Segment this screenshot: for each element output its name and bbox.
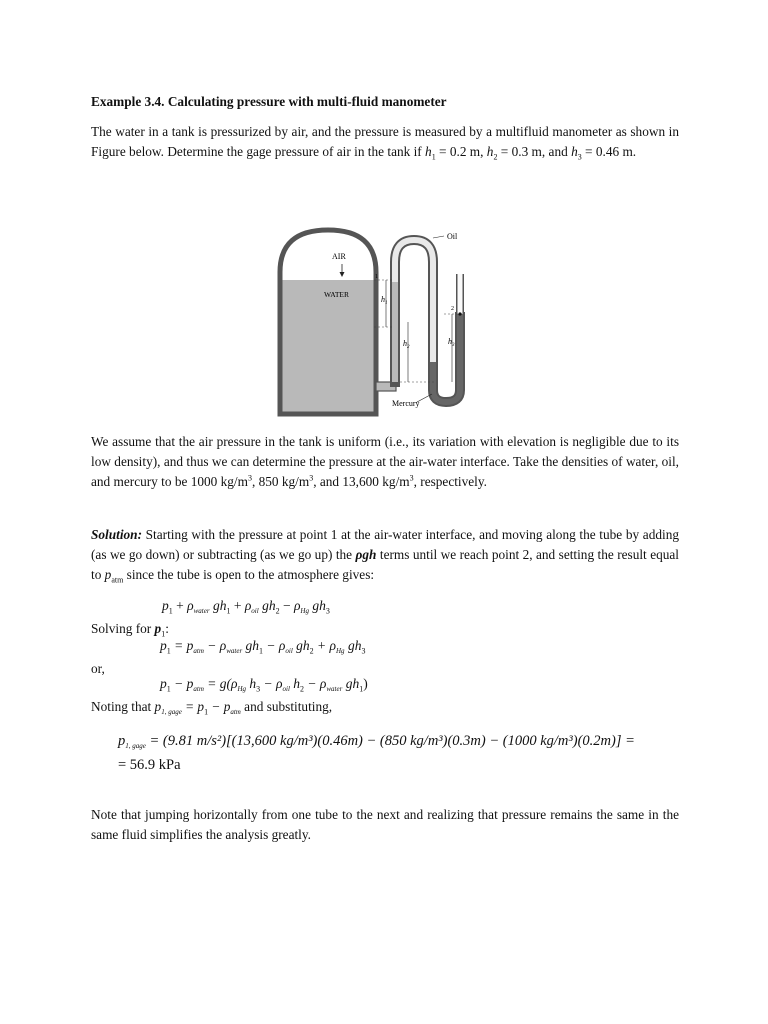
solution-paragraph	[91, 525, 679, 585]
noting-line: Noting that $p_{1, gage} = p_1 - p_{atm}$ and substituting,	[91, 699, 333, 717]
point-2-label: 2	[451, 306, 454, 312]
h2-subscript: 2	[493, 152, 498, 162]
sup-1: 3	[247, 473, 252, 483]
intro-text-2: = 0.2 m,	[435, 144, 487, 159]
manometer-figure	[274, 222, 496, 422]
equation-3: $p_1 - p_{atm} = g(\rho_{Hg}$ $h_3 - \rho_{oil}$ $h_2 - \rho_{water}$ $gh_1$)	[160, 676, 368, 694]
patm-sub: atm	[111, 575, 124, 585]
sup-3: 3	[409, 473, 414, 483]
solution-text-1: Starting with the pressure at point 1 at the air-water interface, and moving along the tube by adding (as we go down) or subtracting (as we go up) the	[91, 527, 679, 562]
h2-symbol: h	[486, 144, 494, 159]
h1-subscript: 1	[431, 152, 436, 162]
point-2-marker	[458, 312, 461, 315]
intro-text-4: = 0.46 m.	[581, 144, 637, 159]
note-paragraph: Note that jumping horizontally from one tube to the next and realizing that pressure remains the same in the same fluid simplifies the analysis greatly.	[91, 807, 679, 842]
oil-tube-inner	[395, 240, 433, 382]
equation-2: $p_1 = p_{atm} - \rho_{water}$ $gh_1 - \rho_{oil}$ $gh_2 + \rho_{Hg}$ $gh_3$	[160, 638, 366, 656]
problem-statement	[91, 122, 679, 162]
tank-water	[280, 280, 376, 414]
assumption-paragraph	[91, 432, 679, 492]
point-1-label: 1	[375, 274, 378, 280]
h1-symbol: h	[425, 144, 432, 159]
oil-tube	[395, 240, 433, 387]
sup-2: 3	[309, 473, 314, 483]
air-label: AIR	[332, 252, 346, 261]
rho-g-h-term: ρgh	[355, 547, 377, 562]
equation-1: $p_1 + \rho_{water}$ $gh_1 + \rho_{oil}$ $gh_2 - \rho_{Hg}$ $gh_3$	[162, 598, 330, 616]
solution-label: Solution:	[91, 527, 142, 542]
oil-leader	[433, 236, 444, 238]
intro-text-1: The water in a tank is pressurized by air, and the pressure is measured by a multifluid manometer as shown in Figure below. Determine the gage pressure of air in the tank if	[91, 124, 679, 159]
assume-text-4: , respectively.	[413, 474, 487, 489]
patm-symbol: p	[104, 567, 112, 582]
intro-text-3: = 0.3 m, and	[497, 144, 572, 159]
h1-label: $h_1$	[381, 295, 388, 306]
example-title: Example 3.4. Calculating pressure with multi-fluid manometer	[91, 94, 447, 109]
mercury-label: Mercury	[392, 399, 420, 408]
or-label: or,	[91, 661, 105, 676]
h3-subscript: 3	[577, 152, 582, 162]
assume-text-3: , and 13,600 kg/m	[313, 474, 410, 489]
h3-symbol: h	[571, 144, 578, 159]
assume-text-1: We assume that the air pressure in the tank is uniform (i.e., its variation with elevation is negligible due to its low density), and thus we can determine the pressure at the air-water interface. Take the densities of water, oil, and mercury to be 1000 kg/m	[91, 434, 679, 489]
assume-text-2: , 850 kg/m	[251, 474, 310, 489]
water-label: WATER	[324, 290, 349, 299]
solving-for-line: Solving for $p_1$:	[91, 621, 169, 639]
oil-label: Oil	[447, 232, 458, 241]
h3-label: $h_3$	[448, 337, 455, 348]
air-arrowhead	[340, 272, 345, 277]
solution-text-3: since the tube is open to the atmosphere gives:	[123, 567, 375, 582]
h2-label: $h_2$	[403, 339, 410, 350]
equation-4-line-1: $p_{1, gage} = (9.81$ m/s²)[(13,600 kg/m³)(0.46m) − (850 kg/m³)(0.3m) − (1000 kg/m³)(0.2m)] =	[118, 733, 635, 750]
equation-4-line-2: = 56.9 kPa	[118, 757, 181, 773]
solution-text-2: terms until we reach point 2, and setting the result equal to	[91, 547, 679, 582]
